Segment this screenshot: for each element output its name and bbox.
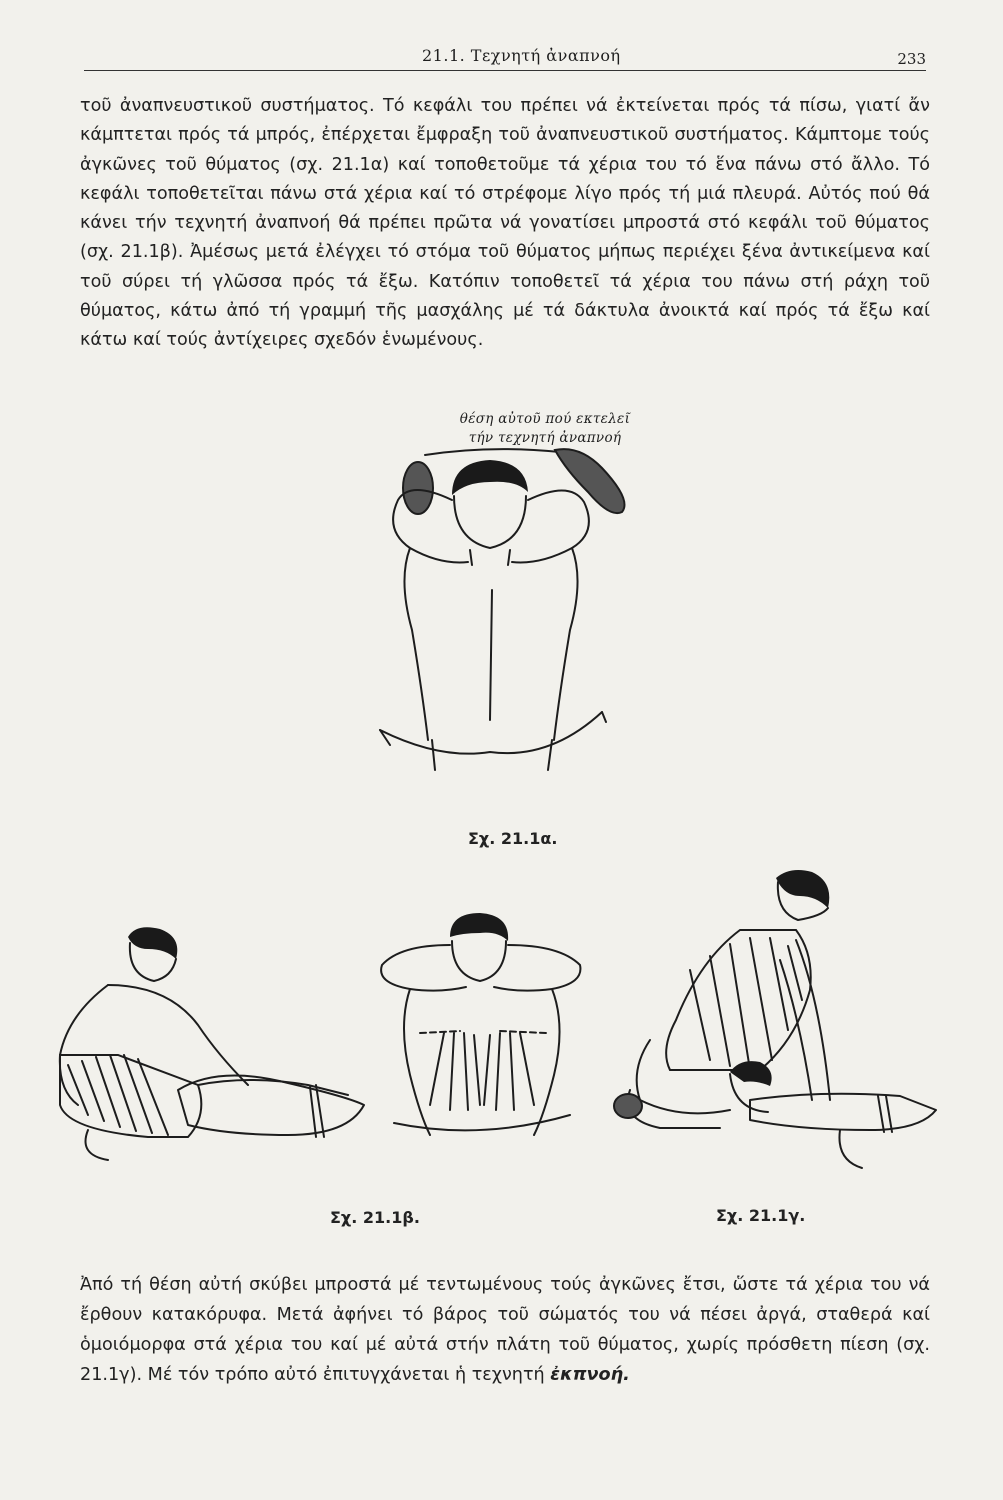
emphasized-term: ἐκπνοή. [550,1365,630,1385]
annotation-line-1: θέση αὐτοῦ πού εκτελεῖ [459,411,631,427]
figure-hands-on-back-illustration [370,905,610,1175]
figure-21-1b-caption: Σχ. 21.1β. [330,1208,420,1227]
page-number: 233 [897,50,926,68]
figure-21-1c-caption: Σχ. 21.1γ. [716,1206,806,1225]
figure-21-1a-illustration [340,440,640,800]
figure-21-1a-caption: Σχ. 21.1α. [468,829,558,848]
foot-right-shape [555,449,625,513]
body-paragraph-2 [80,1270,930,1390]
running-title: 21.1. Τεχνητή ἀναπνοή [422,46,621,65]
paragraph-2-text: Ἀπό τή θέση αὐτή σκύβει μπροστά μέ τεντωμένους τούς ἀγκῶνες ἔτσι, ὥστε τά χέρια του νά ἔρθουν κατακόρυφα. Μετά ἀφήνει τό βάρος τοῦ σώματός του νά πέσει ἀργά, σταθερά καί ὁμοιόμορφα στά χέρια του καί μέ αὐτά στήν πλάτη τοῦ θύματος, χωρίς πρόσθετη πίεση (σχ. 21.1γ). Μέ τόν τρόπο αὐτό ἐπιτυγχάνεται ἡ τεχνητή [80,1275,930,1385]
knee-left-shape [403,462,433,514]
figure-21-1b-illustration [48,915,368,1185]
page-header [84,44,926,71]
annotation-line-2: τήν τεχνητή ἀναπνοή [468,430,622,446]
figure-21-1c-illustration [600,860,945,1190]
body-paragraph-1: τοῦ ἀναπνευστικοῦ συστήματος. Τό κεφάλι του πρέπει νά ἐκτείνεται πρός τά πίσω, γιατί ἄν κάμπτεται πρός τά μπρός, ἐπέρχεται ἔμφραξη τοῦ ἀναπνευστικοῦ συστήματος. Κάμπτομε τούς ἀγκῶνες τοῦ θύματος (σχ. 21.1α) καί τοποθετοῦμε τά χέρια του τό ἕνα πάνω στό ἄλλο. Τό κεφάλι τοποθετεῖται πάνω στά χέρια καί τό στρέφομε λίγο πρός τή μιά πλευρά. Αὐτός πού θά κάνει τήν τεχνητή ἀναπνοή θά πρέπει πρῶτα νά γονατίσει μπροστά στό κεφάλι τοῦ θύματος (σχ. 21.1β). Ἀμέσως μετά ἐλέγχει τό στόμα τοῦ θύματος μήπως περιέχει ξένα ἀντικείμενα καί τοῦ σύρει τή γλῶσσα πρός τά ἔξω. Κατόπιν τοποθετεῖ τά χέρια του πάνω στή ράχη τοῦ θύματος, κάτω ἀπό τή γραμμή τῆς μασχάλης μέ τά δάκτυλα ἀνοικτά καί πρός τά ἔξω καί κάτω καί τούς ἀντίχειρες σχεδόν ἑνωμένους. [80,96,930,351]
